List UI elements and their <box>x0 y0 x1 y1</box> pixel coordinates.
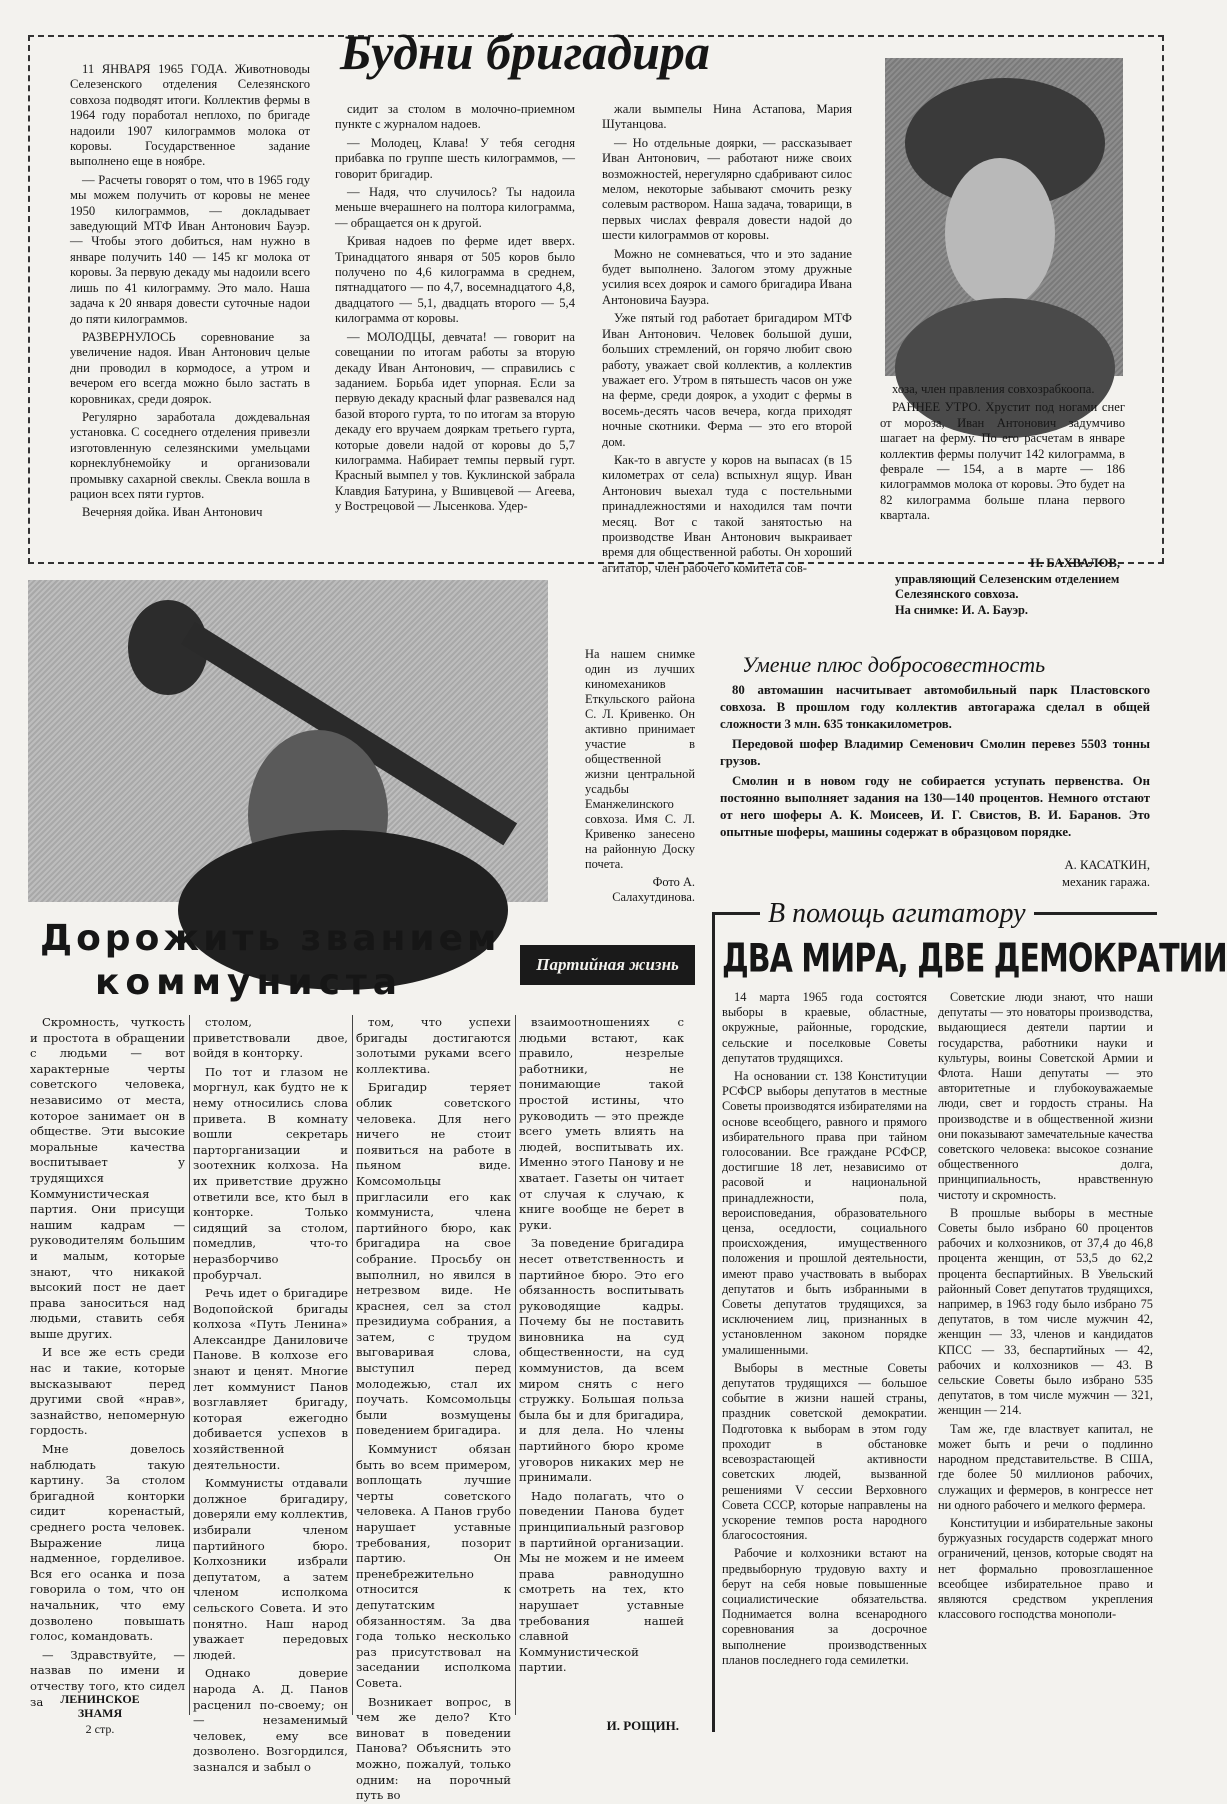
portrait-photo <box>885 58 1123 376</box>
paragraph: Коммунист обязан быть во всем примером, воплощать лучшие черты советского человека. А Панов грубо нарушает уставные требования, позорит партию. Он пренебрежительно относится к депутатским обязанностям. За два года только несколько раз присутствовал на заседании исполкома Совета. <box>356 1442 511 1690</box>
paragraph: Речь идет о бригадире Водопойской бригады колхоза «Путь Ленина» Александре Даниловиче Панове. В колхозе его знают и ценят. Многие лет коммунист Панов возглавляет бригаду, которая ежегодно добивается успехов в хозяйственной деятельности. <box>193 1286 348 1472</box>
paragraph: Там же, где властвует капитал, не может быть и речи о подлинно народном представительстве. В США, где более 50 миллионов рабочих, служащих и фермеров, в конгрессе нет ни одного рабочего и мелкого фермера. <box>938 1421 1153 1512</box>
paragraph: — Расчеты говорят о том, что в 1965 году мы можем получить от коровы не менее 1950 килограммов, — докладывает заведующий МТФ Иван Антонович Бауэр. — Чтобы этого добиться, нам нужно в январе получить 140 — 145 кг молока от коровы. За первую декаду мы надоили всего лишь по 41 килограмму. Это мало. Наша задача к 20 января довести суточные надои до пяти килограммов. <box>70 172 310 326</box>
top-story-col-2 <box>335 102 575 542</box>
paragraph: хоза, член правления совхозрабкоопа. <box>892 382 1095 396</box>
top-story-col-1 <box>70 62 310 542</box>
paragraph: — Надя, что случилось? Ты надоила меньше вчерашнего на полтора килограмма, — обращается он к другой. <box>335 185 575 230</box>
paragraph: — Молодец, Клава! У тебя сегодня прибавка по группе шесть килограммов, — говорит бригадир. <box>335 135 575 181</box>
footer-page-number: 2 стр. <box>85 1722 115 1736</box>
footer-paper-name: ЛЕНИНСКОЕ ЗНАМЯ <box>60 1692 140 1720</box>
paragraph: жали вымпелы Нина Астапова, Мария Шутанцова. <box>602 102 852 132</box>
paragraph: Уже пятый год работает бригадиром МТФ Иван Антонович. Человек большой души, больших стремлений, он горячо любит свою работу, уважает свой коллектив, а коллектив уважает его. Утром в пятьшесть часов он уже на ферме, среди доярок, а уходит с фермы в восемь-десять часов вечера, когда приходят ночные скотники. Ферма — это его второй дом. <box>602 311 852 449</box>
paragraph: столом, приветствовали двое, войдя в конторку. <box>193 1015 348 1061</box>
paragraph: Возникает вопрос, в чем же дело? Кто виноват в поведении Панова? Объяснить это можно, пожалуй, только одним: на порочный путь во <box>356 1694 511 1803</box>
paragraph: взаимоотношениях с людьми встают, как правило, незрелые работники, не понимающие такой простой истины, что руководить — это прежде всего уметь влиять на людей, воспитывать их. Именно этого Панову и не хватает. Газеты он читает от случая к случаю, к книге вообще не берет в руки. <box>519 1015 684 1232</box>
paragraph: — Но отдельные доярки, — рассказывает Иван Антонович, — работают ниже своих возможностей, нерегулярно сдабривают силос мелом, некоторые забывают смочить резку солевым раствором. Наша задача, товарищи, в первых числах февраля довести надой до шести килограммов от коровы. <box>602 135 852 243</box>
paragraph: том, что успехи бригады достигаются золотыми руками всего коллектива. <box>356 1015 511 1076</box>
agitator-box-left-rule <box>712 912 715 1732</box>
column-divider <box>352 1015 353 1715</box>
top-story-signature-role: управляющий Селезенским отделением Селезянского совхоза. <box>895 572 1120 601</box>
paragraph: Вечерняя дойка. Иван Антонович <box>82 505 263 520</box>
paragraph: — МОЛОДЦЫ, девчата! — говорит на совещании по итогам работы за вторую декаду Иван Антонович, — справились с заданием. Борьба идет упорная. Если за первую декаду красный флаг развевался над базой второго гурта, то по итогам за вторую декаду его вручаем дояркам третьего гурта, которые довели надой от коровы до 5,7 килограмма. Набирает темпы первый гурт. Красный вымпел у тов. Куклинской забрала Клавдия Батурина, у Вшивцевой — Агеева, у Вострецовой — Лысенкова. Удер- <box>335 329 575 514</box>
skill-story-body <box>720 682 1150 839</box>
agitator-col-2 <box>938 990 1153 1725</box>
projectionist-photo <box>28 580 548 902</box>
top-story-col-3 <box>602 102 852 612</box>
paragraph: Рабочие и колхозники встают на предвыборную трудовую вахту и берут на себя новые повышенные социалистические обязательства. Поднимается волна всенародного соревнования за досрочное выполнение производственных планов последнего года семилетки. <box>722 1546 927 1667</box>
communist-col-3 <box>356 1015 511 1803</box>
paragraph: Регулярно заработала дождевальная установка. С соседнего отделения привезли изготовленную селезянскими умельцами корнеклубнемойку и организовали промывку сахарной свеклы. Свекла вошла в рацион всех пяти гуртов. <box>70 409 310 501</box>
projectionist-credit: Фото А. Салахутдинова. <box>612 875 695 904</box>
skill-story-title: Умение плюс добросовестность <box>742 652 1046 677</box>
paragraph: Смолин и в новом году не собирается уступать первенства. Он постоянно выполняет задания на 130—140 процентов. Немного отстают от него шоферы А. К. Моисеев, И. Г. Свистов, В. И. Баранов. Это опытные шоферы, машины содержат в образцовом порядке. <box>720 774 1150 839</box>
paragraph: Кривая надоев по ферме идет вверх. Тринадцатого января от 505 коров было получено по 4,6 килограмма в среднем, пятнадцатого — по 4,7, восемнадцатого 4,8, двадцатого — 5,1, двадцать второго — 5,4 килограмма от коровы. <box>335 234 575 326</box>
communist-col-2 <box>193 1015 348 1774</box>
photo-face <box>945 158 1055 308</box>
paragraph: Конституции и избирательные законы буржуазных государств содержат много ограничений, цензов, которые сводят на нет формально провозглашенное всеобщее избирательное право и являются средством укрепления классового господства монополи- <box>938 1515 1153 1622</box>
communist-story-title-1: Дорожить званием <box>40 918 501 959</box>
agitator-rubric: В помощь агитатору <box>760 898 1034 930</box>
paragraph: Однако доверие народа А. Д. Панов расценил по-своему; он — незаменимый человек, ему все дозволено. Возгордился, зазнался и забыл о <box>193 1666 348 1774</box>
agitator-col-1 <box>722 990 927 1725</box>
paragraph: Советские люди знают, что наши депутаты — это новаторы производства, выдающиеся деятели партии и государства, работники науки и культуры, воины Советской Армии и Флота. Наши депутаты — это авторитетные и глубокоуважаемые люди, свет и гордость страны. На производстве и в общественной жизни они показывают замечательные качества советского человека: высокое сознание общественного долга, принципиальность, нравственную чистоту и скромность. <box>938 990 1153 1202</box>
top-story-signature: Н. БАХВАЛОВ, <box>1030 556 1120 570</box>
paragraph: Бригадир теряет облик советского человека. Для него ничего не стоит появиться на работе в пьяном виде. Комсомольцы пригласили его как коммуниста, члена партийного бюро, как бригадира на свое собрание. Просьбу он выполнил, но явился в нетрезвом виде. Не краснея, сел за стол президиума собрания, а затем, с трудом выговаривая слова, выступил перед молодежью, стал их поучать. Комсомольцы были возмущены поведением бригадира. <box>356 1080 511 1438</box>
communist-story-signature: И. РОЩИН. <box>606 1718 679 1733</box>
communist-story-title-2: коммуниста <box>95 962 404 1003</box>
paragraph: Мне довелось наблюдать такую картину. За столом бригадной конторки сидит коренастый, среднего роста человек. Выражение лица надменное, горделивое. Вся его осанка и поза говорила о том, что он начальник, что ему дозволено повышать голос, командовать. <box>30 1442 185 1644</box>
paragraph: В прошлые выборы в местные Советы было избрано 60 процентов рабочих и колхозников, от 37,4 до 46,8 процента женщин, от 53,5 до 62,2 процента беспартийных. В Увельский районный Совет депутатов трудящихся, например, в 1963 году было избрано 75 депутатов, в том числе мужчин 42, женщин — 33, членов и кандидатов КПСС — 33, беспартийных — 42, рабочих и колхозников — 43. В сельские Советы было избрано 535 депутатов, в том числе мужчин — 321, женщин — 214. <box>938 1205 1153 1418</box>
paragraph: Надо полагать, что о поведении Панова будет принципиальный разговор в партийной организации. Мы не можем и не имеем права равнодушно смотреть на тех, кто нарушает уставные требования нашей славной Коммунистической партии. <box>519 1488 684 1675</box>
communist-col-4 <box>519 1015 684 1685</box>
paragraph: За поведение бригадира несет ответственность и партийное бюро. Это его обязанность воспитывать руководящие кадры. Почему бы не поставить виновника на суд общественности, на суд коммунистов, да всем миром снять с него стружку. Большая польза была бы и для бригадира, и для дела. Но члены партийного бюро кроме уговоров никаких мер не принимали. <box>519 1236 684 1485</box>
paragraph: Как-то в августе у коров на выпасах (в 15 километрах от села) вспыхнул ящур. Иван Антонович выехал туда с постельными принадлежностями и находился там почти месяц. Вот с такой занятостью на производстве Иван Антонович выкраивает время для общественной работы. Он хороший агитатор, член рабочего комитета сов- <box>602 452 852 575</box>
top-story-photo-note: На снимке: И. А. Бауэр. <box>895 603 1028 617</box>
paragraph: Коммунисты отдавали должное бригадиру, доверяли ему коллектив, избирали членом партийного бюро. Колхозники избрали депутатом, а затем членом исполкома сельского Совета. И это понятно. Наш народ уважает передовых людей. <box>193 1476 348 1662</box>
paragraph: Передовой шофер Владимир Семенович Смолин перевез 5503 тонны грузов. <box>720 737 1150 768</box>
paragraph: 11 ЯНВАРЯ 1965 ГОДА. Животноводы Селезенского отделения Селезянского совхоза подводят итоги. Коллектив фермы в 1964 году поработал неплохо, по бригаде надоили 1907 килограммов молока от коровы. Государственное задание выполнено еще в ноябре. <box>70 62 310 169</box>
paragraph: И все же есть среди нас и такие, которые высказывают перед другими свой «нрав», зазнайство, непомерную гордость. <box>30 1345 185 1438</box>
skill-story-signature-role: механик гаража. <box>1062 875 1150 889</box>
skill-story-signature: А. КАСАТКИН, <box>1064 858 1150 872</box>
paragraph: — Здравствуйте, — назвав по имени и отчеству того, кто сидел за <box>30 1647 185 1709</box>
paragraph: На основании ст. 138 Конституции РСФСР выборы депутатов в местные Советы производятся избирателями на основе всеобщего, равного и прямого избирательного права при тайном голосовании. Все граждане РСФСР, достигшие 18 лет, независимо от расовой и национальной принадлежности, пола, вероисповедания, образовательного ценза, оседлости, социального происхождения, имущественного положения и прошлой деятельности, имеют право участвовать в выборах депутатов и быть избранными в Советы депутатов трудящихся, за исключением лиц, признанных в установленном законом порядке умалишенными. <box>722 1069 927 1357</box>
paragraph: По тот и глазом не моргнул, как будто не к нему относились слова привета. В комнату вошли секретарь парторганизации и зоотехник колхоза. На их приветствие дружно ответили все, кто был в конторке. Только сидящий за столом, помедлив, что-то неразборчиво пробурчал. <box>193 1064 348 1282</box>
paragraph: Скромность, чуткость и простота в обращении с людьми — вот характерные черты советского человека, независимо от места, которое занимает он в обществе. Эти высокие моральные качества воспитывает у трудящихся Коммунистическая партия. Они присущи нашим кадрам — руководителям большим и малым, которые знают, что никакой высокий пост не дает права заноситься над людьми, ставить себя выше других. <box>30 1015 185 1341</box>
paragraph: РАЗВЕРНУЛОСЬ соревнование за увеличение надоя. Иван Антонович целые дни проводил в кормодосе, а утром и вечером его всегда можно было застать в коровниках, среди доярок. <box>70 329 310 406</box>
paragraph: Выборы в местные Советы депутатов трудящихся — большое событие в жизни нашей страны, праздник советской демократии. Подготовка к выборам в этом году проходит в обстановке всевозрастающей активности советских людей, вызванной решениями V сессии Верховного Совета СССР, которые направлены на ускорение темпов роста народного благосостояния. <box>722 1360 927 1543</box>
paragraph: 14 марта 1965 года состоятся выборы в краевые, областные, окружные, районные, городские, сельские и поселковые Советы депутатов трудящихся. <box>722 990 927 1065</box>
column-divider <box>189 1015 190 1715</box>
projectionist-caption: На нашем снимке один из лучших киномехаников Еткульского района С. Л. Кривенко. Он активно принимает участие в общественной жизни центральной усадьбы Еманжелинского совхоза. Имя С. Л. Кривенко занесено на районную Доску почета. <box>585 647 695 871</box>
paragraph: 80 автомашин насчитывает автомобильный парк Пластовского совхоза. В прошлом году коллектив автогаража сделал в общей сложности 3 млн. 635 тонкакилометров. <box>720 683 1150 731</box>
top-story-col-4 <box>880 382 1125 562</box>
column-divider <box>515 1015 516 1715</box>
paragraph: Можно не сомневаться, что и это задание будет выполнено. Залогом этому дружные усилия всех доярок и самого бригадира Ивана Антоновича Бауэра. <box>602 246 852 307</box>
agitator-title: ДВА МИРА, ДВЕ ДЕМОКРАТИИ <box>722 936 1227 983</box>
paragraph: РАННЕЕ УТРО. Хрустит под ногами снег от мороза, Иван Антонович задумчиво шагает на ферму. По его расчетам в январе коллектив фермы получит 142 килограмма, в феврале — 154, а в марте — 186 килограммов молока от коровы. Это будет на 82 килограмма больше плана первого квартала. <box>880 400 1125 523</box>
top-story-title: Будни бригадира <box>340 24 710 80</box>
party-life-rubric: Партийная жизнь <box>520 945 695 985</box>
paragraph: сидит за столом в молочно-приемном пункте с журналом надоев. <box>335 102 575 132</box>
